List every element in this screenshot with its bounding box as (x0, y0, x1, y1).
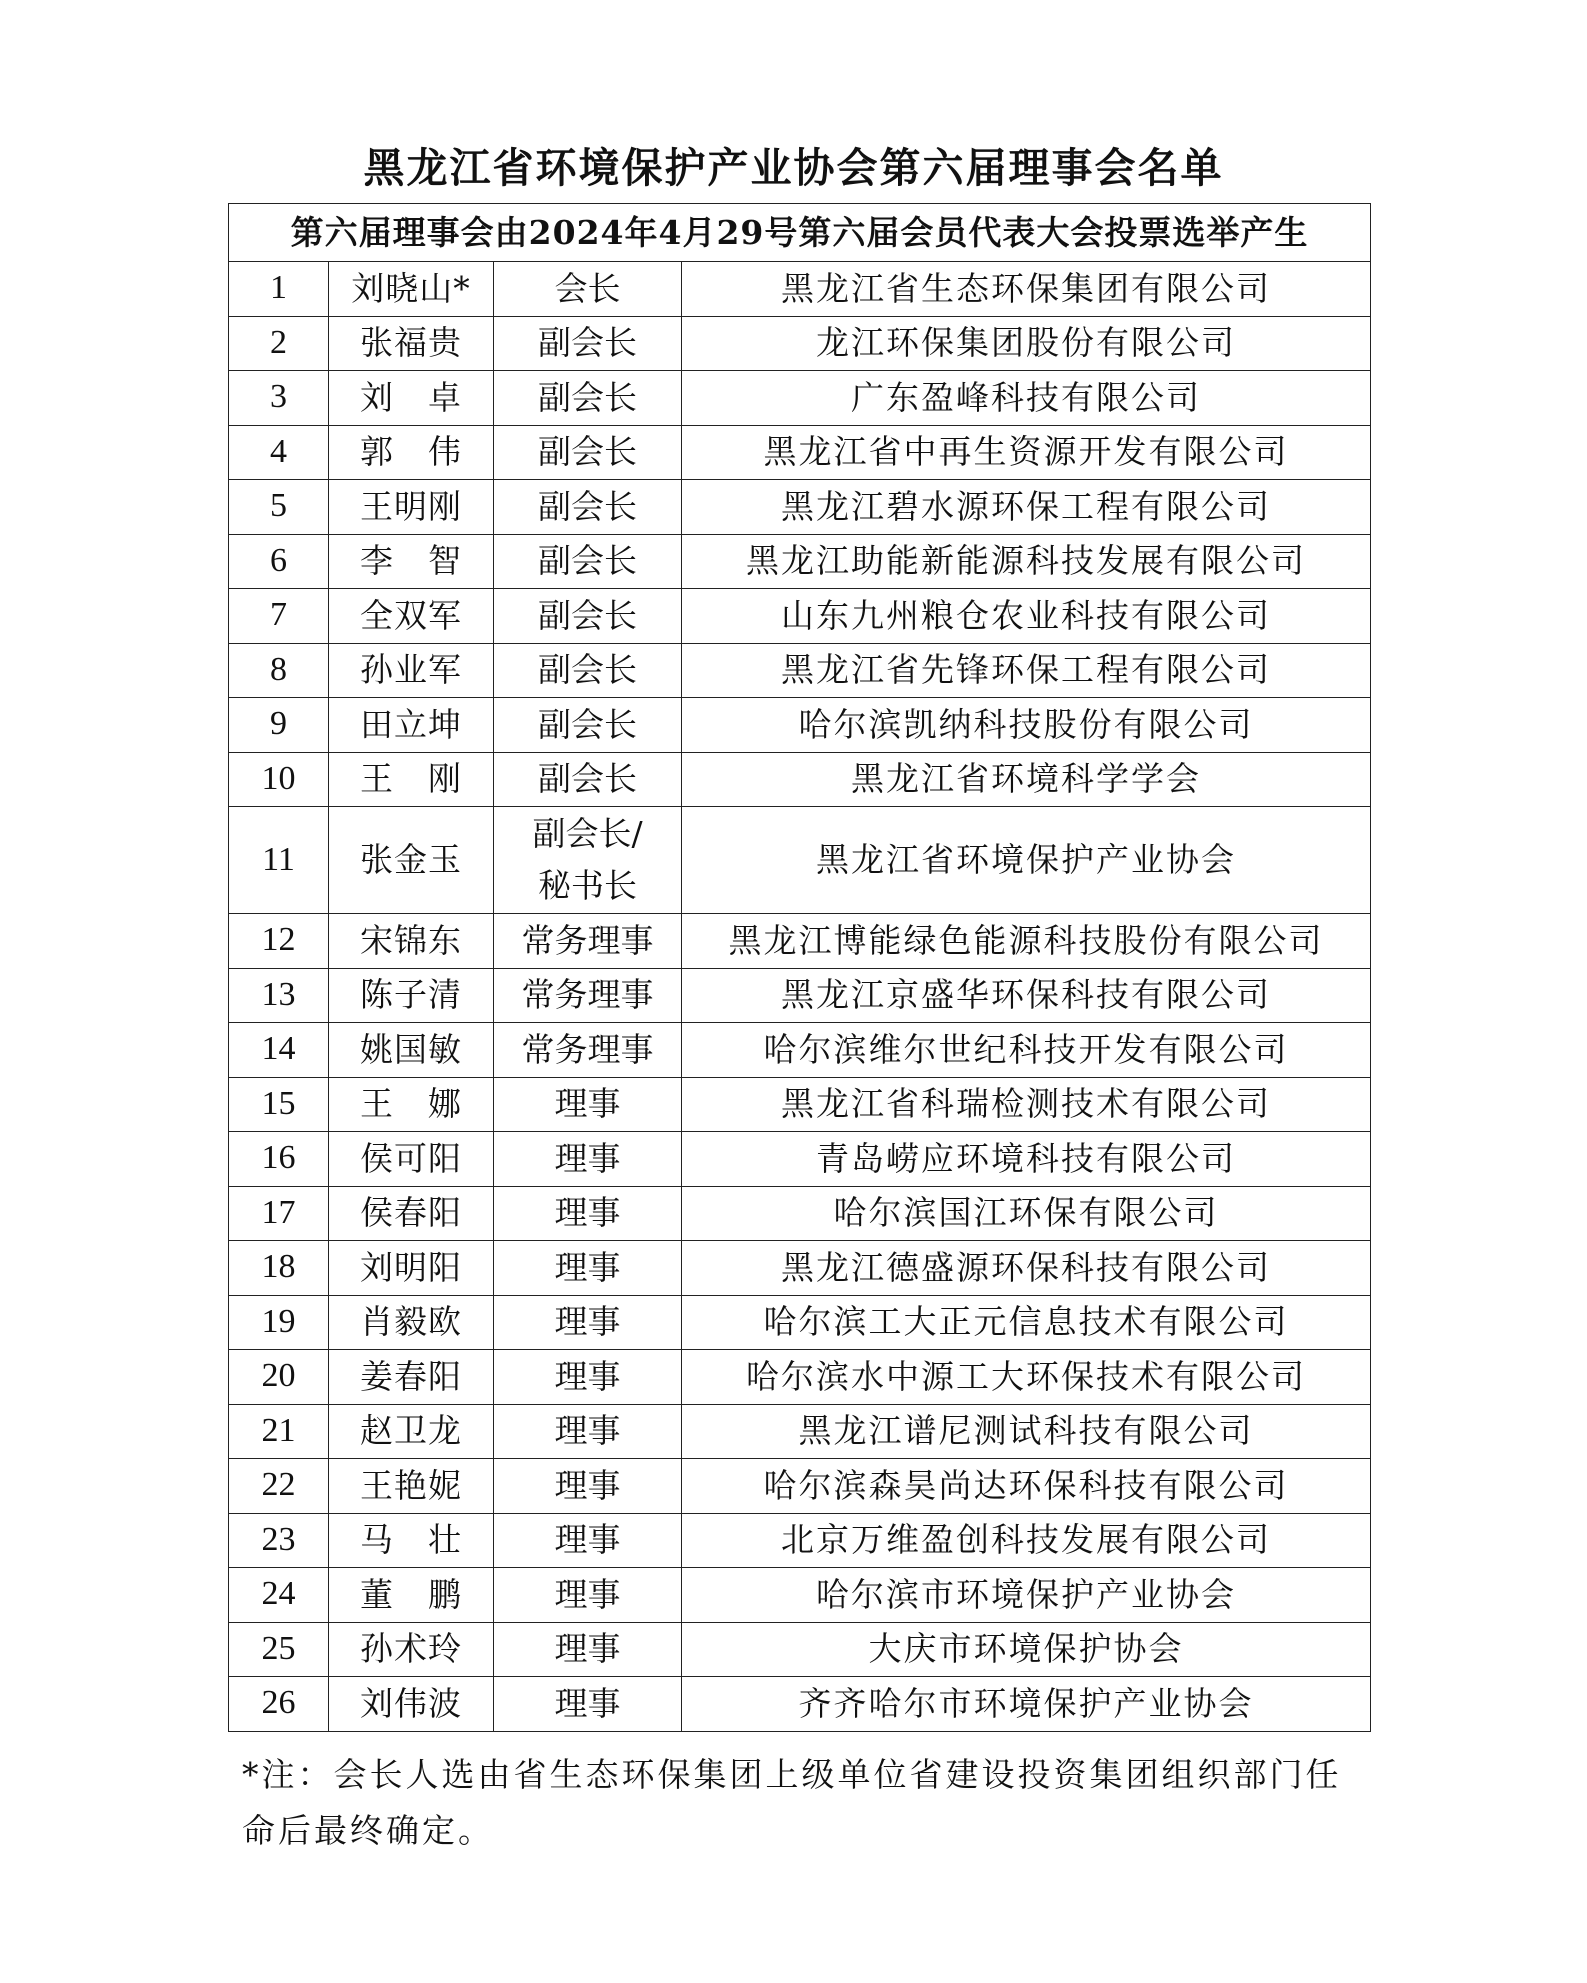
table-row (229, 589, 1371, 644)
member-name: 刘明阳 (329, 1241, 494, 1296)
row-number: 3 (229, 371, 329, 426)
table-row (229, 643, 1371, 698)
table-row (229, 1622, 1371, 1677)
table-row (229, 262, 1371, 317)
member-company: 青岛崂应环境科技有限公司 (682, 1132, 1371, 1187)
member-name: 郭 伟 (329, 425, 494, 480)
council-member-table (228, 203, 1371, 1732)
member-company: 黑龙江省中再生资源开发有限公司 (682, 425, 1371, 480)
member-role: 副会长 (494, 534, 682, 589)
member-company: 山东九州粮仓农业科技有限公司 (682, 589, 1371, 644)
member-name: 全双军 (329, 589, 494, 644)
row-number: 19 (229, 1295, 329, 1350)
member-company: 哈尔滨水中源工大环保技术有限公司 (682, 1350, 1371, 1405)
row-number: 6 (229, 534, 329, 589)
member-company: 广东盈峰科技有限公司 (682, 371, 1371, 426)
member-company: 大庆市环境保护协会 (682, 1622, 1371, 1677)
member-name: 肖毅欧 (329, 1295, 494, 1350)
member-role: 理事 (494, 1404, 682, 1459)
member-role: 副会长 (494, 371, 682, 426)
member-name: 侯可阳 (329, 1132, 494, 1187)
row-number: 11 (229, 807, 329, 914)
table-header-row (229, 204, 1371, 262)
table-row (229, 1241, 1371, 1296)
table-row (229, 1677, 1371, 1732)
table-row (229, 316, 1371, 371)
table-row (229, 914, 1371, 969)
member-role: 理事 (494, 1186, 682, 1241)
member-company: 黑龙江省科瑞检测技术有限公司 (682, 1077, 1371, 1132)
table-row (229, 534, 1371, 589)
member-name: 赵卫龙 (329, 1404, 494, 1459)
table-row (229, 968, 1371, 1023)
table-row (229, 1350, 1371, 1405)
member-name: 姚国敏 (329, 1023, 494, 1078)
member-role: 常务理事 (494, 1023, 682, 1078)
member-name: 刘 卓 (329, 371, 494, 426)
member-name: 王 刚 (329, 752, 494, 807)
row-number: 21 (229, 1404, 329, 1459)
member-role: 副会长 (494, 480, 682, 535)
member-company: 黑龙江省生态环保集团有限公司 (682, 262, 1371, 317)
row-number: 24 (229, 1568, 329, 1623)
member-role-line: 副会长/ (532, 814, 643, 853)
member-role: 副会长 (494, 698, 682, 753)
row-number: 14 (229, 1023, 329, 1078)
row-number: 13 (229, 968, 329, 1023)
member-role (494, 807, 682, 914)
member-company: 龙江环保集团股份有限公司 (682, 316, 1371, 371)
row-number: 7 (229, 589, 329, 644)
member-role: 常务理事 (494, 968, 682, 1023)
member-role: 理事 (494, 1350, 682, 1405)
member-name: 王 娜 (329, 1077, 494, 1132)
table-row (229, 371, 1371, 426)
member-name: 孙业军 (329, 643, 494, 698)
row-number: 4 (229, 425, 329, 480)
member-company: 哈尔滨国江环保有限公司 (682, 1186, 1371, 1241)
member-company: 哈尔滨工大正元信息技术有限公司 (682, 1295, 1371, 1350)
member-company: 哈尔滨市环境保护产业协会 (682, 1568, 1371, 1623)
table-row (229, 1404, 1371, 1459)
row-number: 1 (229, 262, 329, 317)
member-name: 张金玉 (329, 807, 494, 914)
footnote: *注：会长人选由省生态环保集团上级单位省建设投资集团组织部门任命后最终确定。 (242, 1755, 1342, 1850)
member-name: 张福贵 (329, 316, 494, 371)
member-name: 王明刚 (329, 480, 494, 535)
member-name: 刘伟波 (329, 1677, 494, 1732)
member-name: 王艳妮 (329, 1459, 494, 1514)
row-number: 15 (229, 1077, 329, 1132)
member-company: 黑龙江京盛华环保科技有限公司 (682, 968, 1371, 1023)
member-company: 黑龙江德盛源环保科技有限公司 (682, 1241, 1371, 1296)
member-role: 理事 (494, 1513, 682, 1568)
member-name: 宋锦东 (329, 914, 494, 969)
member-name: 陈子清 (329, 968, 494, 1023)
member-name: 董 鹏 (329, 1568, 494, 1623)
document-title: 黑龙江省环境保护产业协会第六届理事会名单 (363, 144, 1224, 192)
member-role: 副会长 (494, 425, 682, 480)
row-number: 5 (229, 480, 329, 535)
member-name: 刘晓山* (329, 262, 494, 317)
member-role: 会长 (494, 262, 682, 317)
row-number: 16 (229, 1132, 329, 1187)
member-company: 黑龙江博能绿色能源科技股份有限公司 (682, 914, 1371, 969)
table-row (229, 1132, 1371, 1187)
row-number: 17 (229, 1186, 329, 1241)
row-number: 22 (229, 1459, 329, 1514)
member-role: 理事 (494, 1568, 682, 1623)
row-number: 23 (229, 1513, 329, 1568)
member-role-line: 秘书长 (538, 866, 637, 905)
member-company: 哈尔滨凯纳科技股份有限公司 (682, 698, 1371, 753)
row-number: 10 (229, 752, 329, 807)
member-role: 理事 (494, 1241, 682, 1296)
member-company: 黑龙江省先锋环保工程有限公司 (682, 643, 1371, 698)
member-role: 理事 (494, 1677, 682, 1732)
member-name: 侯春阳 (329, 1186, 494, 1241)
member-role: 理事 (494, 1622, 682, 1677)
table-row (229, 1459, 1371, 1514)
table-row (229, 1186, 1371, 1241)
row-number: 20 (229, 1350, 329, 1405)
table-row (229, 1023, 1371, 1078)
member-company: 黑龙江助能新能源科技发展有限公司 (682, 534, 1371, 589)
row-number: 12 (229, 914, 329, 969)
member-name: 田立坤 (329, 698, 494, 753)
member-role: 副会长 (494, 589, 682, 644)
row-number: 25 (229, 1622, 329, 1677)
member-company: 哈尔滨维尔世纪科技开发有限公司 (682, 1023, 1371, 1078)
member-company: 哈尔滨森昊尚达环保科技有限公司 (682, 1459, 1371, 1514)
member-company: 黑龙江省环境科学学会 (682, 752, 1371, 807)
table-row (229, 752, 1371, 807)
table-row (229, 807, 1371, 914)
member-company: 北京万维盈创科技发展有限公司 (682, 1513, 1371, 1568)
table-row (229, 425, 1371, 480)
row-number: 2 (229, 316, 329, 371)
row-number: 9 (229, 698, 329, 753)
member-role: 理事 (494, 1295, 682, 1350)
table-row (229, 1077, 1371, 1132)
table-row (229, 698, 1371, 753)
member-company: 齐齐哈尔市环境保护产业协会 (682, 1677, 1371, 1732)
member-role: 副会长 (494, 643, 682, 698)
member-company: 黑龙江谱尼测试科技有限公司 (682, 1404, 1371, 1459)
row-number: 18 (229, 1241, 329, 1296)
member-role: 理事 (494, 1459, 682, 1514)
row-number: 26 (229, 1677, 329, 1732)
member-role: 理事 (494, 1077, 682, 1132)
table-row (229, 480, 1371, 535)
member-name: 马 壮 (329, 1513, 494, 1568)
row-number: 8 (229, 643, 329, 698)
member-company: 黑龙江省环境保护产业协会 (682, 807, 1371, 914)
member-name: 孙术玲 (329, 1622, 494, 1677)
member-name: 李 智 (329, 534, 494, 589)
member-role: 副会长 (494, 752, 682, 807)
member-role: 副会长 (494, 316, 682, 371)
table-row (229, 1513, 1371, 1568)
member-role: 理事 (494, 1132, 682, 1187)
table-row (229, 1295, 1371, 1350)
member-role: 常务理事 (494, 914, 682, 969)
table-header: 第六届理事会由2024年4月29号第六届会员代表大会投票选举产生 (229, 204, 1371, 262)
member-company: 黑龙江碧水源环保工程有限公司 (682, 480, 1371, 535)
table-row (229, 1568, 1371, 1623)
member-name: 姜春阳 (329, 1350, 494, 1405)
